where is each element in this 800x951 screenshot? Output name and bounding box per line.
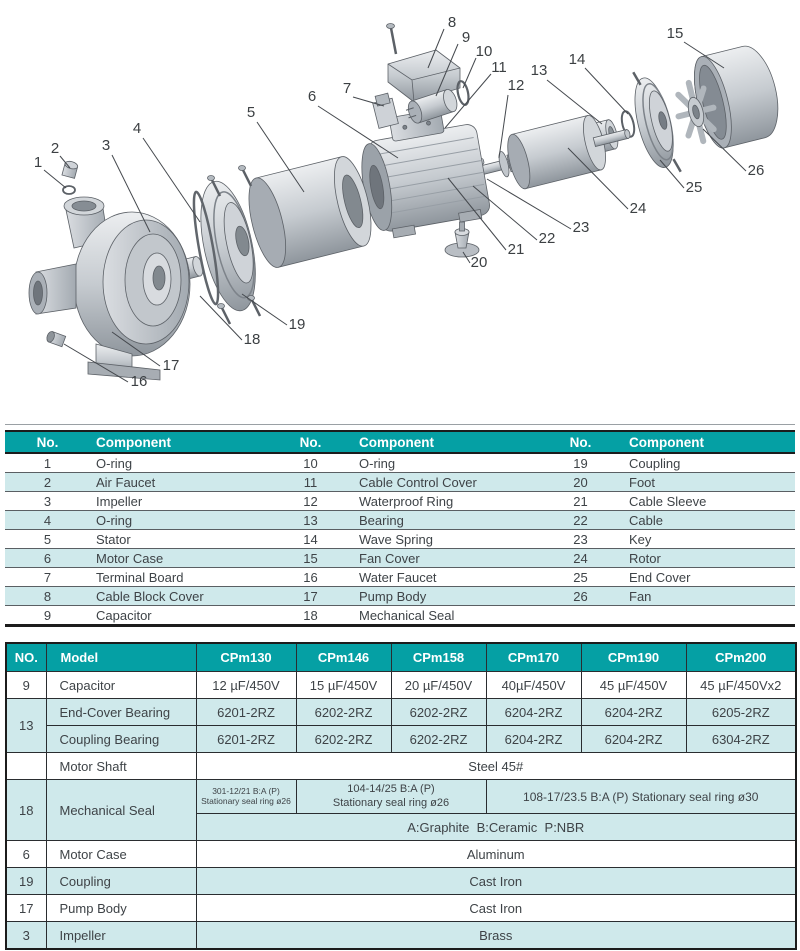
part-no: 12: [268, 492, 353, 511]
row-label: Coupling: [46, 868, 196, 895]
seal-spec-line: 104-14/25 B:A (P): [347, 783, 435, 796]
no-header: No.: [5, 431, 90, 453]
motor-shaft-row: [6, 753, 796, 780]
callout-19: 19: [288, 316, 306, 333]
row-label: End-Cover Bearing: [46, 699, 196, 726]
row-label: Capacitor: [46, 672, 196, 699]
row-label: Pump Body: [46, 895, 196, 922]
no-header: No.: [538, 431, 623, 453]
capacitor-row: [6, 672, 796, 699]
part-no: 21: [538, 492, 623, 511]
stator-part: [242, 153, 379, 271]
part-no: [6, 753, 46, 780]
callout-18: 18: [243, 331, 261, 348]
table-row: [5, 530, 795, 549]
spec-cell: 6205-2RZ: [686, 699, 796, 726]
callout-12: 12: [507, 77, 525, 94]
callout-22: 22: [538, 230, 556, 247]
part-name: O-ring: [359, 455, 396, 471]
part-name: Foot: [623, 473, 795, 492]
callout-7: 7: [342, 80, 352, 97]
part-name: Fan Cover: [353, 549, 538, 568]
spec-cell: 6202-2RZ: [391, 699, 486, 726]
part-name: Motor Case: [90, 549, 268, 568]
spec-cell: 6201-2RZ: [196, 726, 296, 753]
seal-spec-line: 301-12/21 B:A (P): [212, 785, 280, 796]
spec-cell: 6204-2RZ: [486, 726, 581, 753]
part-name: Fan: [623, 587, 795, 606]
spec-cell: 40µF/450V: [486, 672, 581, 699]
part-name: Cable: [623, 511, 795, 530]
part-no: [538, 606, 623, 626]
callout-15: 15: [666, 25, 684, 42]
material-cell: Aluminum: [196, 841, 796, 868]
no-header: No.: [268, 431, 353, 453]
seal-spec-cell: 108-17/23.5 B:A (P) Stationary seal ring ø30: [486, 780, 796, 814]
row-label: Motor Shaft: [46, 753, 196, 780]
part-no: 6: [6, 841, 46, 868]
part-name: Wave Spring: [353, 530, 538, 549]
part-no: 18: [268, 606, 353, 626]
part-no: 20: [538, 473, 623, 492]
part-no: 9: [5, 606, 90, 626]
air-faucet-part: [62, 160, 79, 178]
spec-cell: 6204-2RZ: [581, 699, 686, 726]
part-no: 26: [538, 587, 623, 606]
callout-8: 8: [447, 14, 457, 31]
spec-cell: 12 µF/450V: [196, 672, 296, 699]
part-no: 3: [6, 922, 46, 950]
part-no: 18: [6, 780, 46, 841]
spec-cell: 6202-2RZ: [296, 699, 391, 726]
specs-header-row: [6, 643, 796, 672]
part-no: 19: [573, 455, 588, 471]
spec-cell: 6202-2RZ: [296, 726, 391, 753]
model-cpm200-header: CPm200: [686, 643, 796, 672]
callout-14: 14: [568, 51, 586, 68]
spec-cell: 6204-2RZ: [581, 726, 686, 753]
callout-3: 3: [101, 137, 111, 154]
callout-17: 17: [162, 357, 180, 374]
part-name: Cable Sleeve: [623, 492, 795, 511]
table-row: [5, 587, 795, 606]
pump-body-material-row: [6, 895, 796, 922]
callout-10: 10: [475, 43, 493, 60]
part-no: 11: [268, 473, 353, 492]
exploded-pump-diagram: [0, 0, 800, 420]
callout-26: 26: [747, 162, 765, 179]
part-no: 13: [268, 511, 353, 530]
part-no: 10: [303, 455, 318, 471]
coupling-bearing-row: [6, 726, 796, 753]
model-cpm146-header: CPm146: [296, 643, 391, 672]
motor-case-part: [353, 103, 493, 241]
row-label: Mechanical Seal: [46, 780, 196, 841]
component-header: Component: [353, 431, 538, 453]
callout-21: 21: [507, 241, 525, 258]
callout-23: 23: [572, 219, 590, 236]
components-table: [5, 430, 795, 627]
seal-spec-line: Stationary seal ring ø26: [201, 795, 291, 806]
part-no: 8: [5, 587, 90, 606]
part-name: O-ring: [90, 511, 268, 530]
terminal-board-part: [371, 92, 398, 128]
part-name: Bearing: [353, 511, 538, 530]
part-name: Mechanical Seal: [353, 606, 538, 626]
spec-cell: 6202-2RZ: [391, 726, 486, 753]
part-name: Coupling: [629, 455, 681, 471]
spec-cell: 6201-2RZ: [196, 699, 296, 726]
part-no: 13: [6, 699, 46, 753]
end-cover-bearing-row: [6, 699, 796, 726]
callout-16: 16: [130, 373, 148, 390]
water-faucet-part: [45, 330, 65, 346]
part-no: 17: [6, 895, 46, 922]
table-row: [5, 473, 795, 492]
callout-20: 20: [470, 254, 488, 271]
part-no: 6: [5, 549, 90, 568]
part-name: [623, 606, 795, 626]
model-cpm158-header: CPm158: [391, 643, 486, 672]
mechanical-seal-row: [6, 780, 796, 814]
part-name: Rotor: [623, 549, 795, 568]
row-label: Motor Case: [46, 841, 196, 868]
part-no: 24: [538, 549, 623, 568]
spec-cell: 6304-2RZ: [686, 726, 796, 753]
model-cpm170-header: CPm170: [486, 643, 581, 672]
table-row: [5, 568, 795, 587]
part-name: Stator: [90, 530, 268, 549]
components-header-row: [5, 431, 795, 453]
callout-1: 1: [33, 154, 43, 171]
foot-part: [445, 222, 479, 257]
callout-24: 24: [629, 200, 647, 217]
model-header: Model: [46, 643, 196, 672]
model-cpm190-header: CPm190: [581, 643, 686, 672]
part-no: 1: [43, 455, 52, 471]
callout-25: 25: [685, 179, 703, 196]
pump-body-part: [29, 197, 190, 380]
part-name: Air Faucet: [90, 473, 268, 492]
part-name: Capacitor: [90, 606, 268, 626]
spec-cell: Steel 45#: [196, 753, 796, 780]
part-no: 17: [268, 587, 353, 606]
callout-11: 11: [491, 59, 507, 76]
part-name: Terminal Board: [90, 568, 268, 587]
seal-spec-cell: [296, 780, 486, 814]
part-no: 14: [268, 530, 353, 549]
part-name: Pump Body: [353, 587, 538, 606]
callout-13: 13: [530, 62, 548, 79]
spec-cell: 6204-2RZ: [486, 699, 581, 726]
material-cell: Cast Iron: [196, 895, 796, 922]
part-no: 15: [268, 549, 353, 568]
part-no: 23: [538, 530, 623, 549]
part-no: 2: [5, 473, 90, 492]
spec-cell: 20 µF/450V: [391, 672, 486, 699]
callout-6: 6: [307, 88, 317, 105]
spec-cell: 15 µF/450V: [296, 672, 391, 699]
callout-2: 2: [50, 140, 60, 157]
component-header: Component: [623, 431, 795, 453]
seal-spec-line: Stationary seal ring ø26: [332, 796, 450, 809]
part-name: Waterproof Ring: [353, 492, 538, 511]
part-no: 7: [5, 568, 90, 587]
part-no: 25: [538, 568, 623, 587]
motor-case-material-row: [6, 841, 796, 868]
callout-4: 4: [132, 120, 142, 137]
part-no: 4: [5, 511, 90, 530]
part-name: Key: [623, 530, 795, 549]
part-name: Cable Block Cover: [90, 587, 268, 606]
seal-spec-cell: [196, 780, 296, 814]
table-row: [5, 511, 795, 530]
part-no: 3: [5, 492, 90, 511]
row-label: Impeller: [46, 922, 196, 950]
part-no: 22: [538, 511, 623, 530]
spec-cell: 45 µF/450Vx2: [686, 672, 796, 699]
spec-cell: 45 µF/450V: [581, 672, 686, 699]
table-row: [5, 492, 795, 511]
table-row: [5, 453, 795, 473]
row-label: Coupling Bearing: [46, 726, 196, 753]
part-name: End Cover: [623, 568, 795, 587]
specs-table: [5, 642, 797, 950]
table-row: [5, 549, 795, 568]
part-name: Cable Control Cover: [353, 473, 538, 492]
part-name: O-ring: [96, 455, 133, 471]
divider-line: [5, 424, 795, 425]
model-cpm130-header: CPm130: [196, 643, 296, 672]
coupling-material-row: [6, 868, 796, 895]
part-no: 16: [268, 568, 353, 587]
callout-9: 9: [461, 29, 471, 46]
table-row: [5, 606, 795, 626]
part-no: 19: [6, 868, 46, 895]
part-name: Water Faucet: [353, 568, 538, 587]
part-no: 9: [6, 672, 46, 699]
material-cell: Cast Iron: [196, 868, 796, 895]
component-header: Component: [90, 431, 268, 453]
callout-5: 5: [246, 104, 256, 121]
no-header: NO.: [6, 643, 46, 672]
part-no: 5: [5, 530, 90, 549]
impeller-material-row: [6, 922, 796, 950]
waterproof-ring-part: [456, 80, 471, 106]
part-name: Impeller: [90, 492, 268, 511]
seal-note-cell: A:Graphite B:Ceramic P:NBR: [196, 814, 796, 841]
material-cell: Brass: [196, 922, 796, 950]
